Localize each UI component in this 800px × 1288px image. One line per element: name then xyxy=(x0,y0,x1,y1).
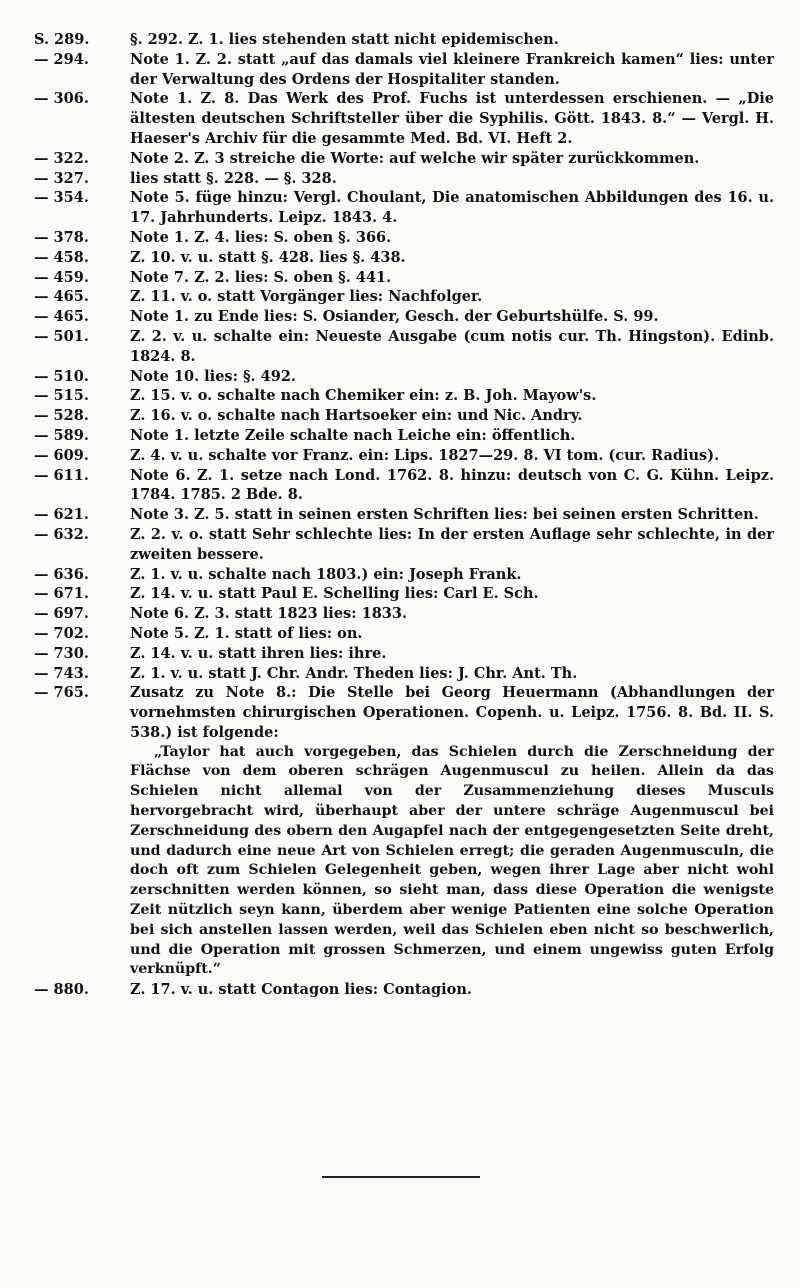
page-reference: — 765. xyxy=(34,684,89,702)
errata-entry xyxy=(34,386,774,406)
errata-entry xyxy=(34,228,774,248)
correction-text: Z. 16. v. o. schalte nach Hartsoeker ein: und Nic. Andry. xyxy=(130,407,583,425)
errata-entry xyxy=(34,406,774,426)
page-reference: — 609. xyxy=(34,446,89,464)
page-reference: — 697. xyxy=(34,605,89,623)
correction-text: Z. 11. v. o. statt Vorgänger lies: Nachfolger. xyxy=(130,288,483,306)
errata-entry xyxy=(34,367,774,387)
errata-entry xyxy=(34,169,774,189)
errata-entry xyxy=(34,327,774,367)
errata-entry xyxy=(34,30,774,50)
correction-text: Z. 4. v. u. schalte vor Franz. ein: Lips. 1827—29. 8. VI tom. (cur. Radius). xyxy=(130,446,720,464)
page-reference: — 621. xyxy=(34,506,89,524)
page-reference: S. 289. xyxy=(34,31,90,48)
correction-text: Z. 2. v. u. schalte ein: Neueste Ausgabe (cum notis cur. Th. Hingston). Edinb. 1824. 8. xyxy=(130,327,774,365)
errata-entry xyxy=(34,466,774,506)
errata-entry xyxy=(34,624,774,644)
page-reference: — 458. xyxy=(34,248,89,266)
correction-text: Z. 1. v. u. schalte nach 1803.) ein: Joseph Frank. xyxy=(130,565,522,583)
correction-text: Note 1. zu Ende lies: S. Osiander, Gesch. der Geburtshülfe. S. 99. xyxy=(130,308,659,326)
page-reference: — 294. xyxy=(34,50,89,68)
page-reference: — 636. xyxy=(34,565,89,583)
errata-entry xyxy=(34,149,774,169)
errata-entry xyxy=(34,980,774,1000)
correction-text: Note 1. Z. 4. lies: S. oben §. 366. xyxy=(130,228,392,246)
correction-text: Note 6. Z. 3. statt 1823 lies: 1833. xyxy=(130,605,408,623)
correction-text: Note 6. Z. 1. setze nach Lond. 1762. 8. hinzu: deutsch von C. G. Kühn. Leipz. 1784. 1785. 2 Bde. 8. xyxy=(130,466,774,504)
page-reference: — 880. xyxy=(34,981,89,999)
page-reference: — 465. xyxy=(34,308,89,326)
errata-entry xyxy=(34,89,774,148)
correction-text: Note 5. Z. 1. statt of lies: on. xyxy=(130,624,363,642)
errata-entry xyxy=(34,505,774,525)
correction-text: Zusatz zu Note 8.: Die Stelle bei Georg Heuermann (Abhandlungen der vornehmsten chirurgischen Operationen. Copenh. u. Leipz. 1756. 8. Bd. II. S. 538.) ist folgende: xyxy=(130,684,774,741)
page-reference: — 306. xyxy=(34,90,89,108)
errata-entry xyxy=(34,268,774,288)
errata-list xyxy=(34,30,774,1000)
errata-entry xyxy=(34,248,774,268)
errata-entry xyxy=(34,307,774,327)
correction-text: Z. 15. v. o. schalte nach Chemiker ein: z. B. Joh. Mayow's. xyxy=(130,387,597,405)
errata-entry xyxy=(34,50,774,90)
page-reference: — 632. xyxy=(34,525,89,543)
page-reference: — 702. xyxy=(34,624,89,642)
page-reference: — 322. xyxy=(34,149,89,167)
page-reference: — 743. xyxy=(34,664,89,682)
errata-entry xyxy=(34,525,774,565)
end-rule xyxy=(322,1176,480,1178)
errata-entry xyxy=(34,664,774,684)
correction-text: Note 5. füge hinzu: Vergl. Choulant, Die anatomischen Abbildungen des 16. u. 17. Jahrhunderts. Leipz. 1843. 4. xyxy=(130,189,774,227)
errata-entry xyxy=(34,644,774,664)
correction-text: Note 1. letzte Zeile schalte nach Leiche ein: öffentlich. xyxy=(130,426,576,444)
correction-text: §. 292. Z. 1. lies stehenden statt nicht epidemischen. xyxy=(130,31,559,48)
errata-entry xyxy=(34,604,774,624)
correction-text: Z. 14. v. u. statt ihren lies: ihre. xyxy=(130,644,387,662)
errata-entry xyxy=(34,584,774,604)
errata-entry xyxy=(34,565,774,585)
page-reference: — 459. xyxy=(34,268,89,286)
page-reference: — 671. xyxy=(34,585,89,603)
page-reference: — 515. xyxy=(34,387,89,405)
errata-entry xyxy=(34,188,774,228)
correction-text: Note 2. Z. 3 streiche die Worte: auf welche wir später zurückkommen. xyxy=(130,149,700,167)
page-reference: — 327. xyxy=(34,169,89,187)
correction-text: lies statt §. 228. — §. 328. xyxy=(130,169,337,187)
page-reference: — 611. xyxy=(34,466,89,484)
correction-text: Note 10. lies: §. 492. xyxy=(130,367,296,385)
correction-text: Note 7. Z. 2. lies: S. oben §. 441. xyxy=(130,268,392,286)
page-reference: — 730. xyxy=(34,644,89,662)
correction-text: Z. 1. v. u. statt J. Chr. Andr. Theden lies: J. Chr. Ant. Th. xyxy=(130,664,578,682)
correction-text: Note 3. Z. 5. statt in seinen ersten Schriften lies: bei seinen ersten Schritten. xyxy=(130,506,759,524)
errata-entry xyxy=(34,683,774,742)
errata-entry xyxy=(34,426,774,446)
correction-text: Note 1. Z. 2. statt „auf das damals viel kleinere Frankreich kamen“ lies: unter der Verwaltung des Ordens der Hospitaliter standen. xyxy=(130,50,774,88)
correction-text: Z. 17. v. u. statt Contagon lies: Contagion. xyxy=(130,981,472,999)
page-reference: — 589. xyxy=(34,426,89,444)
correction-text: Z. 10. v. u. statt §. 428. lies §. 438. xyxy=(130,248,406,266)
page-reference: — 510. xyxy=(34,367,89,385)
errata-entry xyxy=(34,446,774,466)
errata-entry xyxy=(34,287,774,307)
correction-text: Z. 2. v. o. statt Sehr schlechte lies: In der ersten Auflage sehr schlechte, in der zweiten bessere. xyxy=(130,525,774,563)
block-quote: „Taylor hat auch vorgegeben, das Schielen durch die Zerschneidung der Flächse von dem oberen schrägen Augenmuscul zu heilen. Allein da das Schielen nicht allemal von der Zusammenziehung dieses Musculs hervorgebracht wird, überhaupt aber der untere schräge Augenmuscul bei Zerschneidung des obern den Augapfel nach der entgegengesetzten Seite dreht, und dadurch eine neue Art von Schielen erregt; die geraden Augenmusculn, die doch oft zum Schielen Gelegenheit geben, wegen ihrer Lage aber nicht wohl zerschnitten werden können, so sieht man, dass diese Operation die wenigste Zeit nützlich seyn kann, überdem aber wenige Patienten eine solche Operation bei sich anstellen lassen werden, weil das Schielen eben nicht so beschwerlich, und die Operation mit grossen Schmerzen, und einem ungewiss guten Erfolg verknüpft.“ xyxy=(130,743,774,978)
page-reference: — 465. xyxy=(34,288,89,306)
correction-text: Z. 14. v. u. statt Paul E. Schelling lies: Carl E. Sch. xyxy=(130,585,539,603)
page-reference: — 528. xyxy=(34,407,89,425)
page-reference: — 378. xyxy=(34,228,89,246)
page-reference: — 501. xyxy=(34,327,89,345)
correction-text: Note 1. Z. 8. Das Werk des Prof. Fuchs ist unterdessen erschienen. — „Die ältesten deutschen Schriftsteller über die Syphilis. Gött. 1843. 8.“ — Vergl. H. Haeser's Archiv für die gesammte Med. Bd. VI. Heft 2. xyxy=(130,90,774,147)
page-reference: — 354. xyxy=(34,189,89,207)
